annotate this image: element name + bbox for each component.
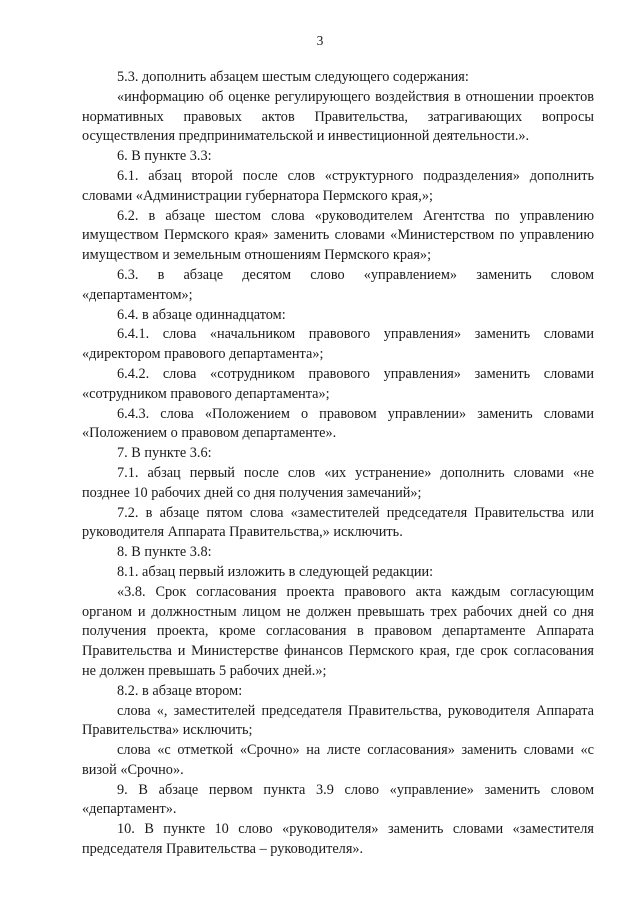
paragraph: 7.1. абзац первый после слов «их устранение» дополнить словами «не позднее 10 рабочих дней со дня получения замечаний»; xyxy=(82,464,594,501)
paragraph: 7. В пункте 3.6: xyxy=(117,445,212,462)
page-number: 3 xyxy=(316,33,324,48)
paragraph: 6.4.2. слова «сотрудником правового управления» заменить словами «сотрудником правового департамента»; xyxy=(82,365,594,402)
paragraph: 10. В пункте 10 слово «руководителя» заменить словами «заместителя председателя Правительства – руководителя». xyxy=(82,821,594,858)
paragraph: 8.2. в абзаце втором: xyxy=(117,682,243,699)
paragraph: 6.4. в абзаце одиннадцатом: xyxy=(117,306,286,323)
paragraph: 8. В пункте 3.8: xyxy=(117,544,212,561)
paragraph: 9. В абзаце первом пункта 3.9 слово «управление» заменить словом «департамент». xyxy=(82,781,594,818)
paragraph: 5.3. дополнить абзацем шестым следующего содержания: xyxy=(117,69,469,85)
document-body xyxy=(82,68,594,860)
paragraph: слова «, заместителей председателя Правительства, руководителя Аппарата Правительства» исключить; xyxy=(82,702,594,739)
paragraph: «3.8. Срок согласования проекта правового акта каждым согласующим органом и должностным лицом не должен превышать трех рабочих дней со дня получения проекта, кроме согласования в правовом департаменте Аппарата Правительства и Министерстве финансов Пермского края, где срок согласования не должен превышать 5 рабочих дней.»; xyxy=(82,583,594,679)
paragraph: 6.4.3. слова «Положением о правовом управлении» заменить словами «Положением о правовом департаменте». xyxy=(82,405,594,442)
paragraph: 6.3. в абзаце десятом слово «управлением» заменить словом «департаментом»; xyxy=(82,266,594,303)
paragraph: 6.4.1. слова «начальником правового управления» заменить словами «директором правового департамента»; xyxy=(82,326,594,363)
paragraph: 6.1. абзац второй после слов «структурного подразделения» дополнить словами «Администрации губернатора Пермского края,»; xyxy=(82,167,594,204)
paragraph: 8.1. абзац первый изложить в следующей редакции: xyxy=(117,563,434,580)
paragraph: 6.2. в абзаце шестом слова «руководителем Агентства по управлению имуществом Пермского края» заменить словами «Министерством по управлению имуществом и земельным отношениям Пермского края»; xyxy=(82,207,594,264)
paragraph: слова «с отметкой «Срочно» на листе согласования» заменить словами «с визой «Срочно». xyxy=(82,742,594,778)
paragraph: «информацию об оценке регулирующего воздействия в отношении проектов нормативных правовых актов Правительства, затрагивающих вопросы осуществления предпринимательской и инвестиционной деятельности.». xyxy=(82,88,594,145)
paragraph: 6. В пункте 3.3: xyxy=(117,148,212,165)
paragraph: 7.2. в абзаце пятом слова «заместителей председателя Правительства или руководителя Аппарата Правительства,» исключить. xyxy=(82,504,594,541)
